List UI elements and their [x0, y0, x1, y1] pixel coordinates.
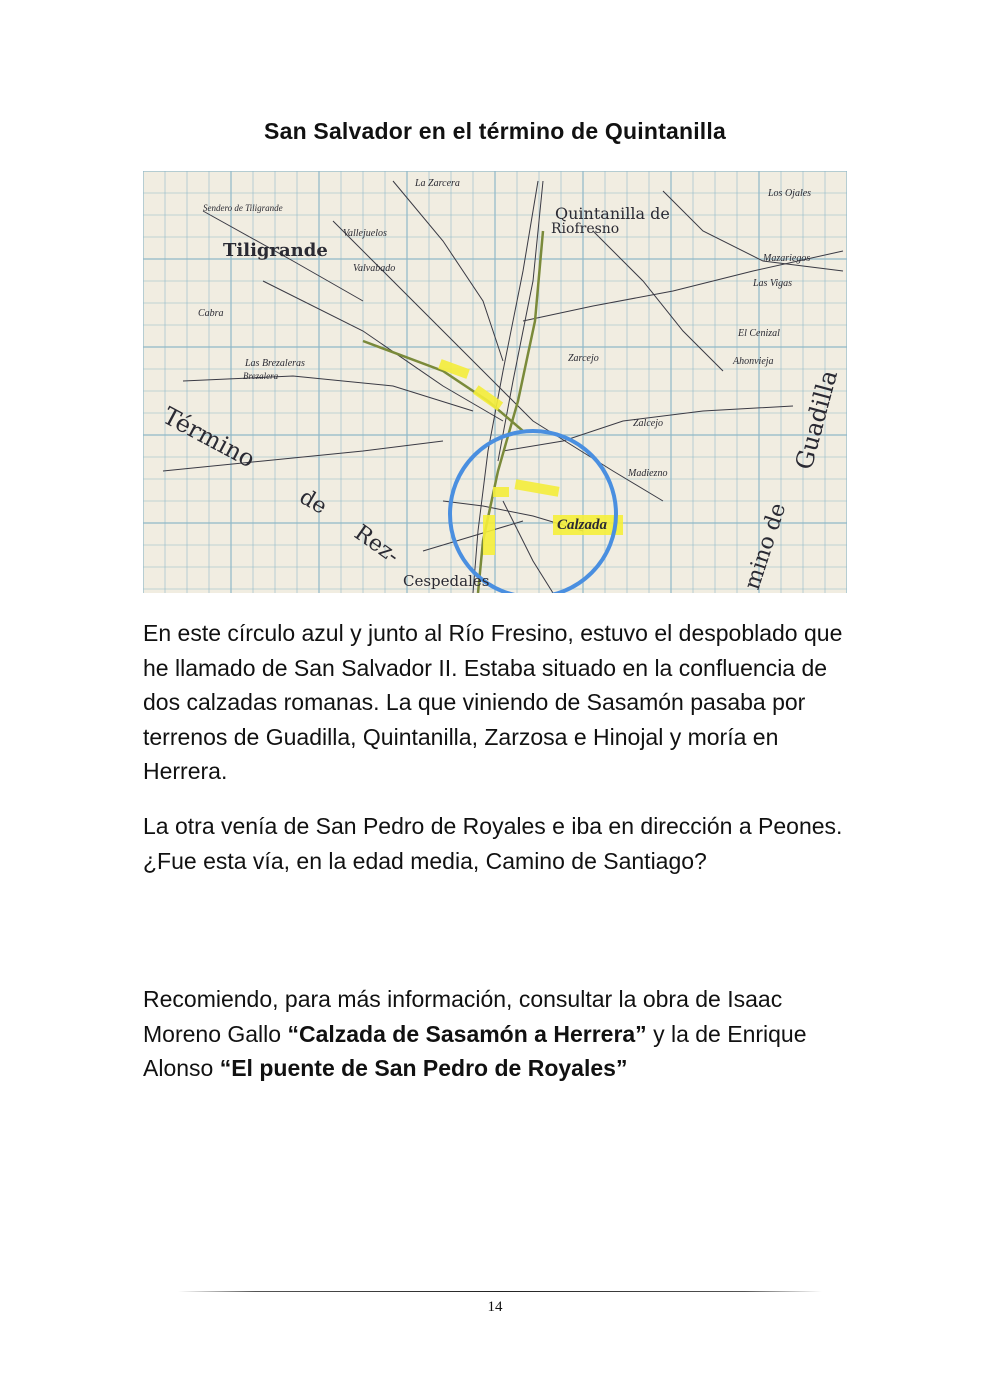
map-label-ahonvieja: Ahonvieja [733, 356, 774, 367]
map-label-rez: Rez- [349, 520, 404, 569]
map-label-vigas: Las Vigas [753, 278, 792, 289]
map-label-termino: Término [158, 401, 260, 474]
map-label-cespedales: Cespedales [403, 572, 490, 590]
map-canvas [143, 171, 847, 593]
book-title-puente: “El puente de San Pedro de Royales” [219, 1055, 628, 1081]
map-label-madiezno: Madiezno [628, 468, 668, 479]
paragraph-otra-via: La otra venía de San Pedro de Royales e iba en dirección a Peones. ¿Fue esta vía, en la edad media, Camino de Santiago? [143, 813, 843, 874]
map-label-guadilla: Guadilla [789, 367, 844, 473]
recommendation-text-2: y la de Enrique Alonso [143, 1020, 807, 1081]
historical-map [143, 171, 847, 593]
map-label-zarcera: La Zarcera [415, 178, 460, 189]
footer-divider [178, 1291, 822, 1292]
page-title: San Salvador en el término de Quintanilla [264, 118, 726, 144]
map-label-brezalera: Brezalera [243, 371, 279, 381]
map-label-zalcejo: Zalcejo [633, 418, 663, 429]
paragraph-recommendation [143, 982, 853, 1086]
map-label-zarcejo: Zarcejo [568, 353, 599, 364]
map-label-tiligrande: Tiligrande [223, 240, 328, 261]
map-label-quintanilla: Quintanilla de [555, 204, 670, 223]
map-label-cabra: Cabra [198, 308, 224, 319]
map-label-brezaleras: Las Brezaleras [245, 358, 305, 369]
map-label-de: de [295, 484, 331, 520]
page-number: 14 [487, 1299, 503, 1315]
map-label-calzada: Calzada [557, 517, 608, 533]
paragraph-san-salvador: En este círculo azul y junto al Río Fresino, estuvo el despoblado que he llamado de San Salvador II. Estaba situado en la confluencia de dos calzadas romanas. La que viniendo de Sasamón pasaba por terrenos de Guadilla, Quintanilla, Zarzosa e Hinojal y moría en Herrera. [143, 620, 843, 784]
map-label-mazariegos: Mazariegos [763, 253, 811, 264]
map-label-ojales: Los Ojales [768, 188, 812, 199]
map-label-sendero: Sendero de Tiligrande [203, 203, 283, 213]
map-label-cenizal: El Cenizal [738, 328, 780, 339]
map-label-valvabado: Valvabado [353, 263, 396, 274]
map-label-vallejuelos: Vallejuelos [343, 228, 387, 239]
book-title-calzada: “Calzada de Sasamón a Herrera” [287, 1020, 647, 1047]
map-label-riofresno: Riofresno [551, 221, 620, 237]
map-label-termino-right: mino de [739, 500, 792, 593]
recommendation-text: Recomiendo, para más información, consultar la obra de Isaac Moreno Gallo [143, 986, 783, 1047]
